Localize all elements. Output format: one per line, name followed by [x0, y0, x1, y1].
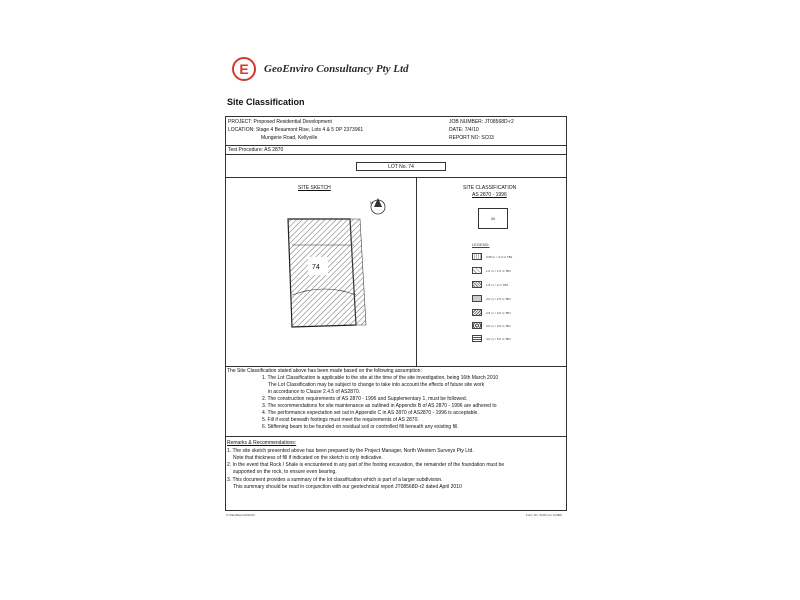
assumption-line: 3. The recommendations for site maintenance as outlined in Appendix B of AS 2870 - 1996 are adhered to: [262, 403, 497, 409]
assumption-line: 4. The performance expectation set out in Appendix C in AS 2870 of AS2870 - 1996 is acceptable.: [262, 410, 479, 416]
legend-label: 3.0 m < 3.5 m TBJ: [486, 324, 511, 328]
legend-swatch: [472, 295, 482, 302]
project-line: PROJECT: Proposed Residential Development: [228, 119, 332, 125]
remark-line: 3. This document provides a summary of the lot classification which is part of a larger subdivision.: [227, 477, 443, 483]
site-sketch-drawing: [270, 195, 390, 360]
legend-label: 1.5 m < 2 m TBJ: [486, 283, 509, 287]
footer-form-number: Form No. SC03 rev 1/2009: [526, 513, 562, 517]
assumption-line: 1. The Lot Classification is applicable to the site at the time of the site investigation, being 16th March 2010: [262, 375, 499, 381]
legend-label: 2.5 m < 3.0 m TBJ: [486, 311, 511, 315]
divider: [225, 177, 567, 178]
divider: [225, 366, 567, 367]
report-number: REPORT NO: SC03: [449, 135, 494, 141]
company-name: GeoEnviro Consultancy Pty Ltd: [264, 63, 409, 75]
divider: [225, 154, 567, 155]
footer-path: C:\Site\Reports\SC03: [226, 513, 255, 517]
lot-label: 74: [312, 264, 320, 271]
legend-label: 0.05 m < 0.2 m TBJ: [486, 255, 513, 259]
legend-label: 1.0 m < 1.5 m TBJ: [486, 269, 511, 273]
job-number: JOB NUMBER: JT08568D-r2: [449, 119, 514, 125]
remark-line: This summary should be read in conjunction with our geotechnical report JT08568D-r2 dated April 2010: [233, 484, 462, 490]
remark-line: 2. In the event that Rock / Shale is encountered in any part of the footing excavation, the remainder of the foundation must be: [227, 462, 505, 468]
assumption-line: 5. Fill if exist beneath footings must meet the requirements of AS 2870.: [262, 417, 419, 423]
classification-standard: AS 2870 - 1996: [472, 192, 507, 198]
legend-swatch: [472, 309, 482, 316]
legend-heading: LEGEND:: [472, 242, 490, 247]
location-line-2: Mungerie Road, Kellyville: [261, 135, 318, 141]
classification-value: M: [478, 208, 508, 229]
assumptions-intro: The Site Classification stated above has been made based on the following assumption:: [227, 368, 422, 374]
location-line-1: LOCATION: Stage 4 Beaumont Rise, Lots 4 & 5 DP 2373961: [228, 127, 364, 133]
legend-swatch: [472, 322, 482, 329]
test-procedure: Test Procedure: AS 2870: [228, 147, 284, 153]
divider: [225, 145, 567, 146]
classification-heading: SITE CLASSIFICATION: [463, 185, 517, 191]
legend-label: 4.0 m < 5.0 m TBJ: [486, 337, 511, 341]
legend-swatch: [472, 281, 482, 288]
assumption-line: in accordance to Clause 2.4.5 of AS2870.: [268, 389, 361, 395]
report-date: DATE: 7/4/10: [449, 127, 479, 133]
legend-swatch: [472, 335, 482, 342]
remarks-heading: Remarks & Recommendations:: [227, 440, 297, 446]
legend-label: 2.0 m < 2.5 m TBJ: [486, 297, 511, 301]
divider: [225, 436, 567, 437]
north-arrow-icon: [371, 198, 385, 214]
company-logo-icon: E: [239, 61, 249, 77]
assumption-line: The Lot Classification may be subject to change to take into account the effects of future site work: [268, 382, 485, 388]
assumption-line: 6. Stiffening beam to be founded on residual soil or controlled fill beneath any existing fill.: [262, 424, 459, 430]
legend-swatch: [472, 267, 482, 274]
site-sketch-heading: SITE SKETCH: [298, 185, 331, 191]
column-divider: [416, 177, 417, 366]
remark-line: Note that thickness of fill if indicated on the sketch is only indicative.: [233, 455, 383, 461]
north-label: N: [370, 200, 373, 205]
assumption-line: 2. The construction requirements of AS 2870 - 1996 and Supplementary 1, must be followed.: [262, 396, 468, 402]
lot-number-box: LOT No. 74: [356, 162, 446, 171]
remark-line: 1. The site sketch presented above has been prepared by the Project Manager, North Western Surveys Pty Ltd.: [227, 448, 474, 454]
legend-swatch: [472, 253, 482, 260]
page-title: Site Classification: [227, 97, 305, 107]
remark-line: supported on the rock, to ensure even bearing.: [233, 469, 337, 475]
